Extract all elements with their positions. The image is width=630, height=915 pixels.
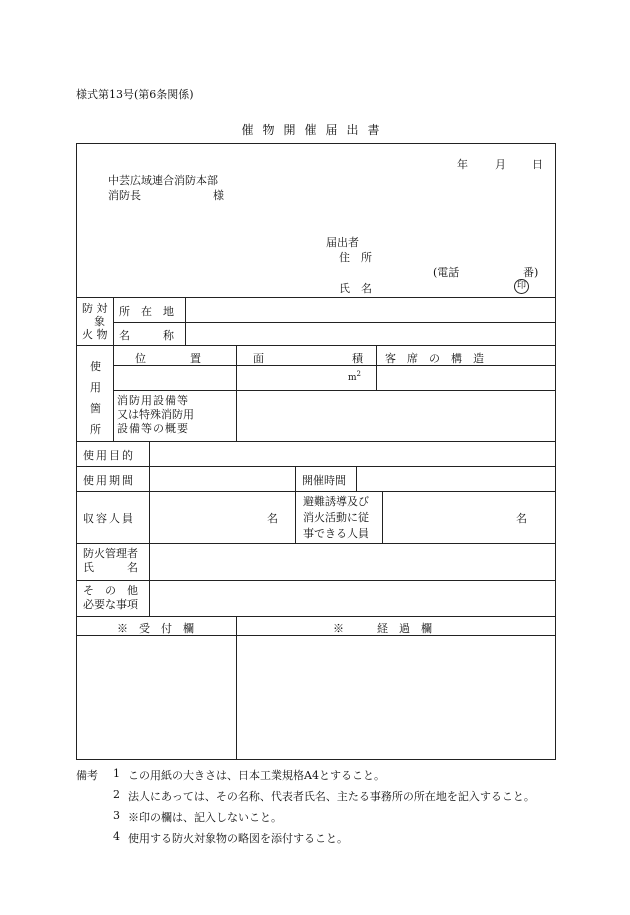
capacity-label: 収容人員 bbox=[83, 512, 135, 525]
note-number: 2 bbox=[113, 788, 120, 801]
form-table bbox=[76, 143, 556, 760]
year-label: 年 bbox=[457, 158, 468, 171]
note-text: この用紙の大きさは、日本工業規格A4とすること。 bbox=[128, 769, 385, 782]
evacuation-staff-label: 避難誘導及び 消火活動に従 事できる人員 bbox=[303, 495, 369, 540]
notes-label: 備考 bbox=[76, 769, 98, 782]
form-number: 様式第13号(第6条関係) bbox=[76, 88, 194, 101]
position-header: 位 置 bbox=[135, 352, 201, 365]
seal-icon: 印 bbox=[514, 279, 529, 294]
capacity-unit: 名 bbox=[267, 512, 278, 525]
manager-label: 防火管理者 氏 名 bbox=[83, 547, 138, 574]
hours-label: 開催時間 bbox=[302, 474, 346, 487]
notifier-label: 届出者 bbox=[326, 236, 359, 249]
reception-header: ※ 受 付 欄 bbox=[117, 622, 194, 635]
area-unit: $m^2$ bbox=[348, 370, 362, 383]
note-number: 4 bbox=[113, 830, 120, 843]
note-text: ※印の欄は、記入しないこと。 bbox=[128, 811, 282, 824]
document-title: 催物開催届出書 bbox=[241, 123, 389, 137]
name-label: 氏 名 bbox=[339, 282, 372, 295]
period-label: 使用期間 bbox=[83, 474, 135, 487]
location-field[interactable] bbox=[187, 301, 553, 320]
month-label: 月 bbox=[495, 158, 506, 171]
note-number: 1 bbox=[113, 767, 120, 780]
usage-place-label: 使 用 箇 所 bbox=[90, 360, 101, 436]
seat-structure-header: 客 席 の 構 造 bbox=[385, 352, 484, 365]
note-text: 法人にあっては、その名称、代表者氏名、主たる事務所の所在地を記入すること。 bbox=[128, 790, 535, 803]
honorific: 様 bbox=[213, 189, 224, 202]
equipment-label: 消防用設備等 又は特殊消防用 設備等の概要 bbox=[117, 394, 194, 435]
phone-close: 番) bbox=[523, 266, 539, 279]
recipient-org: 中芸広域連合消防本部 bbox=[108, 174, 218, 187]
building-label: 防 対 象 火 物 bbox=[82, 302, 108, 341]
note-text: 使用する防火対象物の略図を添付すること。 bbox=[128, 832, 348, 845]
other-label: そ の 他 必要な事項 bbox=[83, 584, 138, 611]
progress-header: ※ 経 過 欄 bbox=[333, 622, 432, 635]
phone-open: (電話 bbox=[433, 266, 460, 279]
location-label: 所 在 地 bbox=[119, 305, 174, 318]
note-number: 3 bbox=[113, 809, 120, 822]
seal-mark bbox=[514, 278, 529, 294]
area-header: 面 積 bbox=[253, 352, 363, 365]
building-name-label: 名 称 bbox=[119, 329, 174, 342]
address-label: 住 所 bbox=[339, 251, 372, 264]
day-label: 日 bbox=[532, 158, 543, 171]
recipient-chief: 消防長 bbox=[108, 189, 141, 202]
building-name-field[interactable] bbox=[187, 325, 553, 343]
purpose-label: 使用目的 bbox=[83, 449, 135, 462]
evacuation-unit: 名 bbox=[516, 512, 527, 525]
